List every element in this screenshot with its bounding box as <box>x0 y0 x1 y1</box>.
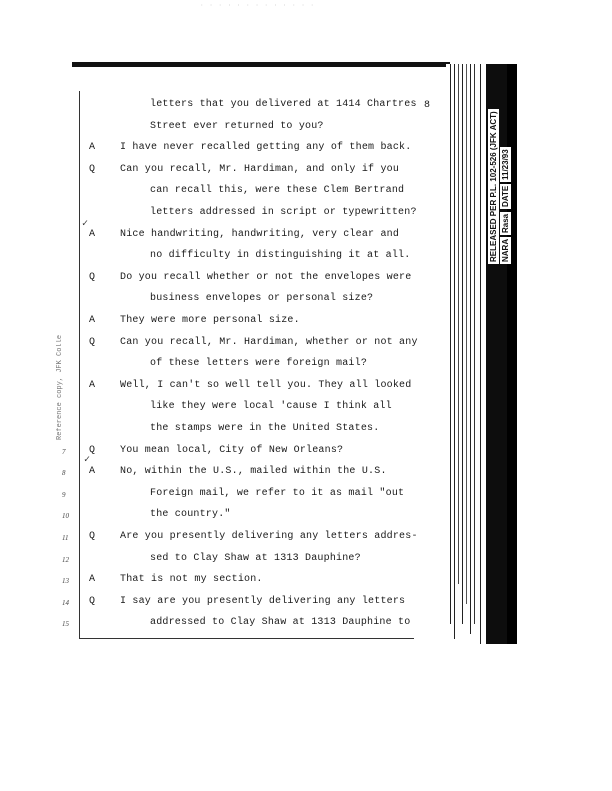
transcript-line: Do you recall whether or not the envelopes were <box>120 272 412 283</box>
transcript-line: You mean local, City of New Orleans? <box>120 445 344 456</box>
line-number: 15 <box>62 620 69 628</box>
speaker-label: A <box>89 315 96 326</box>
line-number: 9 <box>62 491 66 499</box>
tick-mark: ✓ <box>84 455 91 466</box>
scan-edge-lines <box>450 64 486 644</box>
transcript-line: business envelopes or personal size? <box>150 293 374 304</box>
line-number: 10 <box>62 512 69 520</box>
top-rule <box>72 62 450 67</box>
transcript-line: Are you presently delivering any letters addres- <box>120 531 418 542</box>
speaker-label: A <box>89 466 96 477</box>
speaker-label: Q <box>89 164 96 175</box>
margin-note: Reference copy, JFK Colle <box>56 334 64 440</box>
transcript-line: No, within the U.S., mailed within the U.S. <box>120 466 387 477</box>
transcript-line: Foreign mail, we refer to it as mail "out <box>150 488 405 499</box>
stamp-nara-value: Rasa <box>501 213 510 233</box>
transcript-line: That is not my section. <box>120 574 263 585</box>
speaker-label: Q <box>89 596 96 607</box>
transcript-line: addressed to Clay Shaw at 1313 Dauphine to <box>150 617 411 628</box>
transcript-line: Can you recall, Mr. Hardiman, whether or not any <box>120 337 418 348</box>
speaker-label: A <box>89 380 96 391</box>
tick-mark: ✓ <box>82 219 89 230</box>
transcript-line: like they were local 'cause I think all <box>150 401 392 412</box>
stamp-line1: RELEASED PER P.L. 102-526 (JFK ACT) <box>489 111 498 262</box>
speaker-label: Q <box>89 531 96 542</box>
transcript-line: letters that you delivered at 1414 Chartres <box>150 99 417 110</box>
speaker-label: A <box>89 229 96 240</box>
speaker-label: Q <box>89 445 96 456</box>
transcript-line: They were more personal size. <box>120 315 300 326</box>
page-number: 8 <box>424 100 431 111</box>
transcript-line: I say are you presently delivering any letters <box>120 596 406 607</box>
speaker-label: Q <box>89 272 96 283</box>
transcript-line: Street ever returned to you? <box>150 121 324 132</box>
stamp-date-label: DATE <box>501 186 510 208</box>
transcript-line: the stamps were in the United States. <box>150 423 380 434</box>
transcript-line: the country." <box>150 509 231 520</box>
line-number: 11 <box>62 534 69 542</box>
stamp-nara-label: NARA <box>501 238 510 262</box>
header-faint-text: · · · · · · · · · · · · · <box>200 2 316 9</box>
transcript-line: Well, I can't so well tell you. They all looked <box>120 380 412 391</box>
speaker-label: A <box>89 574 96 585</box>
transcript-line: I have never recalled getting any of them back. <box>120 142 412 153</box>
transcript-line: Can you recall, Mr. Hardiman, and only if you <box>120 164 400 175</box>
line-number: 14 <box>62 599 69 607</box>
transcript-line: no difficulty in distinguishing it at all. <box>150 250 411 261</box>
speaker-label: Q <box>89 337 96 348</box>
transcript-line: Nice handwriting, handwriting, very clear and <box>120 229 400 240</box>
release-stamp <box>488 84 514 264</box>
line-number: 7 <box>62 448 66 456</box>
line-number: 8 <box>62 469 66 477</box>
transcript-line: can recall this, were these Clem Bertrand <box>150 185 405 196</box>
transcript-line: letters addressed in script or typewritten? <box>150 207 417 218</box>
speaker-label: A <box>89 142 96 153</box>
line-number: 12 <box>62 556 69 564</box>
transcript-line: sed to Clay Shaw at 1313 Dauphine? <box>150 553 361 564</box>
line-number: 13 <box>62 577 69 585</box>
transcript-line: of these letters were foreign mail? <box>150 358 368 369</box>
stamp-date-value: 11/23/93 <box>501 149 510 180</box>
